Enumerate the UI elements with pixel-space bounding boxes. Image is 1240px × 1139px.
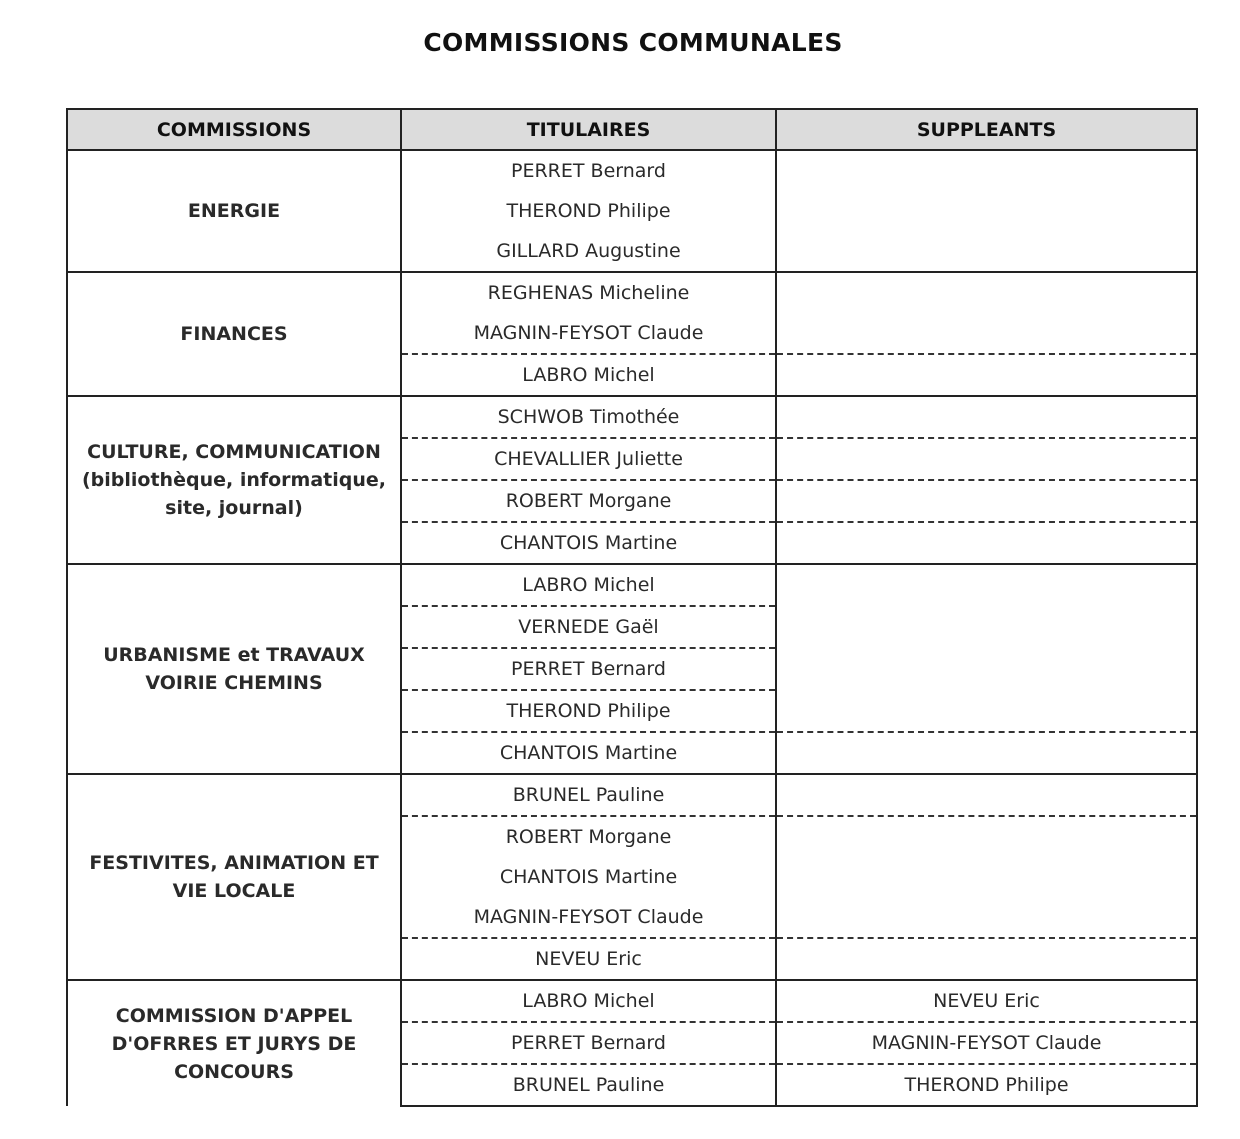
titulaire-cell: BRUNEL Pauline [401, 1064, 776, 1106]
titulaire-cell: CHANTOIS Martine [401, 857, 776, 897]
commission-name: FINANCES [67, 272, 401, 396]
table-body [67, 150, 1197, 1106]
suppleant-cell [776, 522, 1197, 564]
suppleant-cell [776, 354, 1197, 396]
titulaire-cell: CHANTOIS Martine [401, 522, 776, 564]
titulaire-cell: ROBERT Morgane [401, 480, 776, 522]
suppleant-cell [776, 438, 1197, 480]
suppleant-cell [776, 774, 1197, 816]
suppleant-cell [776, 150, 1197, 272]
titulaire-cell: LABRO Michel [401, 354, 776, 396]
column-header-suppleants: SUPPLEANTS [776, 109, 1197, 150]
titulaire-cell: PERRET Bernard [401, 1022, 776, 1064]
commission-name: COMMISSION D'APPEL D'OFRRES ET JURYS DE CONCOURS [67, 980, 401, 1106]
titulaire-cell: MAGNIN-FEYSOT Claude [401, 897, 776, 938]
table-row [67, 396, 1197, 438]
suppleant-cell [776, 732, 1197, 774]
titulaire-cell: ROBERT Morgane [401, 816, 776, 857]
titulaire-cell: SCHWOB Timothée [401, 396, 776, 438]
page-title: COMMISSIONS COMMUNALES [423, 28, 843, 57]
header-row [67, 109, 1197, 150]
titulaire-cell: MAGNIN-FEYSOT Claude [401, 313, 776, 354]
titulaire-cell: THEROND Philipe [401, 191, 776, 231]
titulaire-cell: NEVEU Eric [401, 938, 776, 980]
suppleant-cell [776, 938, 1197, 980]
titulaire-cell: LABRO Michel [401, 564, 776, 606]
suppleant-cell [776, 396, 1197, 438]
commissions-table [66, 108, 1198, 1107]
titulaire-cell: CHEVALLIER Juliette [401, 438, 776, 480]
commission-name: FESTIVITES, ANIMATION ET VIE LOCALE [67, 774, 401, 980]
suppleant-cell: MAGNIN-FEYSOT Claude [776, 1022, 1197, 1064]
titulaire-cell: CHANTOIS Martine [401, 732, 776, 774]
suppleant-cell: NEVEU Eric [776, 980, 1197, 1022]
titulaire-cell: LABRO Michel [401, 980, 776, 1022]
table-row [67, 150, 1197, 191]
titulaire-cell: THEROND Philipe [401, 690, 776, 732]
titulaire-cell: GILLARD Augustine [401, 231, 776, 272]
table-row [67, 980, 1197, 1022]
table-row [67, 564, 1197, 606]
titulaire-cell: BRUNEL Pauline [401, 774, 776, 816]
suppleant-cell: THEROND Philipe [776, 1064, 1197, 1106]
commission-name: ENERGIE [67, 150, 401, 272]
table-row [67, 774, 1197, 816]
column-header-titulaires: TITULAIRES [401, 109, 776, 150]
suppleant-cell [776, 564, 1197, 732]
table-row [67, 272, 1197, 313]
titulaire-cell: VERNEDE Gaël [401, 606, 776, 648]
titulaire-cell: PERRET Bernard [401, 150, 776, 191]
commission-name: URBANISME et TRAVAUX VOIRIE CHEMINS [67, 564, 401, 774]
suppleant-cell [776, 272, 1197, 354]
suppleant-cell [776, 480, 1197, 522]
titulaire-cell: REGHENAS Micheline [401, 272, 776, 313]
commission-name: CULTURE, COMMUNICATION (bibliothèque, informatique, site, journal) [67, 396, 401, 564]
suppleant-cell [776, 816, 1197, 938]
titulaire-cell: PERRET Bernard [401, 648, 776, 690]
column-header-commissions: COMMISSIONS [67, 109, 401, 150]
